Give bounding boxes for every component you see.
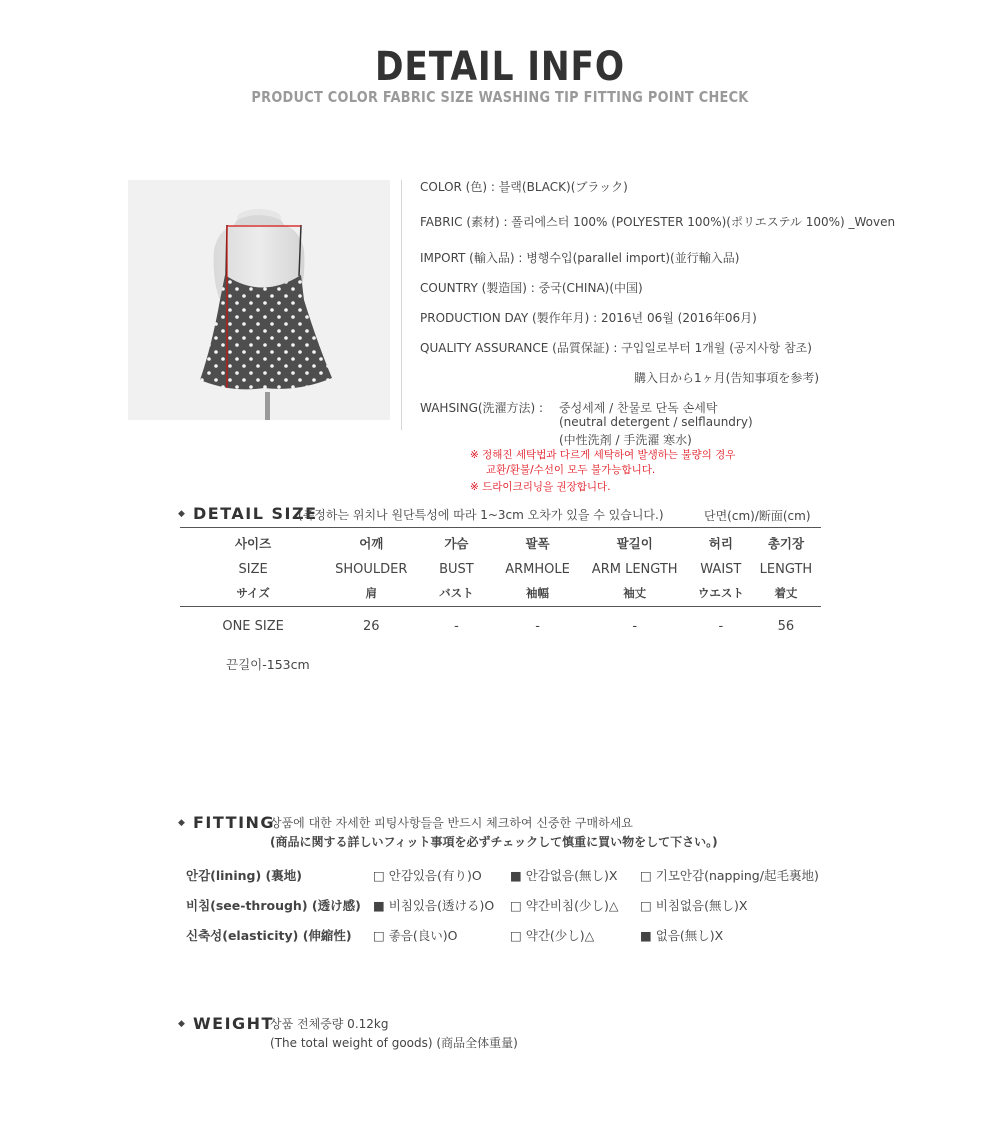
header-cell: 肩 <box>365 585 378 600</box>
weight-line-2: (The total weight of goods) (商品全体重量) <box>270 1036 518 1050</box>
fitting-option: □ 안감있음(有り)O <box>373 868 482 883</box>
armhole-cell: - <box>535 618 540 634</box>
camisole-image <box>128 180 390 420</box>
product-photo <box>128 180 390 420</box>
country-info: COUNTRY (製造国) : 중국(CHINA)(中国) <box>420 281 643 295</box>
fitting-option: ■ 안감없음(無し)X <box>510 868 618 883</box>
waist-cell: - <box>718 618 724 634</box>
weight-heading: WEIGHT <box>193 1014 274 1033</box>
fitting-option: □ 좋음(良い)O <box>373 928 458 943</box>
quality-info-jp: 購入日から1ヶ月(告知事項を参考) <box>634 371 819 385</box>
header-cell: 袖丈 <box>623 585 647 600</box>
washing-line-1: 중성세제 / 찬물로 단독 손세탁 <box>559 401 718 415</box>
header-cell: 着丈 <box>774 585 798 600</box>
header-cell: バスト <box>439 585 474 600</box>
warning-line-2: 교환/환불/수선이 모두 불가능합니다. <box>486 464 656 476</box>
fitting-heading: FITTING <box>193 813 276 832</box>
washing-line-2: (neutral detergent / selflaundry) <box>559 415 753 429</box>
production-info: PRODUCTION DAY (製作年月) : 2016년 06월 (2016年06月) <box>420 311 757 325</box>
divider <box>401 180 402 430</box>
detail-size-heading: DETAIL SIZE <box>193 504 318 523</box>
import-info: IMPORT (輸入品) : 병행수입(parallel import)(並行輸入品) <box>420 251 740 265</box>
header-row-kr <box>180 528 821 558</box>
header-cell: 팔길이 <box>616 536 653 551</box>
page-subtitle: PRODUCT COLOR FABRIC SIZE WASHING TIP FITTING POINT CHECK <box>251 88 749 106</box>
fitting-option: □ 기모안감(napping/起毛裏地) <box>640 868 819 883</box>
header-cell: 袖幅 <box>526 585 550 600</box>
fitting-label-elasticity: 신축성(elasticity) (伸縮性) <box>186 928 352 943</box>
header-row-en <box>180 558 821 580</box>
header-cell: ARM LENGTH <box>591 561 678 577</box>
table-row <box>180 606 821 646</box>
header-cell: 허리 <box>708 536 733 551</box>
fitting-option: □ 비침없음(無し)X <box>640 898 748 913</box>
fitting-label-see-through: 비침(see-through) (透け感) <box>186 898 361 913</box>
header-cell: WAIST <box>700 561 742 577</box>
fitting-option: ■ 없음(無し)X <box>640 928 724 943</box>
washing-line-3: (中性洗剤 / 手洗濯 寒水) <box>559 433 692 447</box>
fitting-desc-2: (商品に関する詳しいフィット事項を必ずチェックして慎重に買い物をして下さい。) <box>270 835 718 849</box>
warning-line-1: ※ 정해진 세탁법과 다르게 세탁하여 발생하는 불량의 경우 <box>470 449 736 461</box>
fitting-option: □ 약간비침(少し)△ <box>510 898 619 913</box>
header-cell: LENGTH <box>759 561 813 577</box>
detail-size-unit: 단면(cm)/断面(cm) <box>704 509 811 523</box>
header-cell: 팔폭 <box>525 536 550 551</box>
quality-info: QUALITY ASSURANCE (品質保証) : 구입일로부터 1개월 (공지사항 참조) <box>420 341 812 355</box>
fitting-desc-1: 상품에 대한 자세한 피팅사항들을 반드시 체크하여 신중한 구매하세요 <box>270 816 633 830</box>
length-cell: 56 <box>777 618 795 634</box>
header-cell: 총기장 <box>767 536 805 551</box>
fitting-label-lining: 안감(lining) (裏地) <box>186 868 302 883</box>
page-title: DETAIL INFO <box>375 44 625 90</box>
warning-line-3: ※ 드라이크리닝을 권장합니다. <box>470 481 611 493</box>
size-cell: ONE SIZE <box>222 618 284 634</box>
header-cell: ウエスト <box>697 585 744 600</box>
strap-length-note: 끈길이-153cm <box>226 657 310 672</box>
header-cell: SIZE <box>238 561 268 577</box>
weight-line-1: 상품 전체중량 0.12kg <box>270 1017 389 1031</box>
header-cell: 가슴 <box>444 536 469 551</box>
arm-length-cell: - <box>632 618 638 634</box>
diamond-bullet-icon: ◆ <box>178 1019 185 1029</box>
header-cell: BUST <box>439 561 474 577</box>
header-cell: 어깨 <box>359 536 384 551</box>
fitting-option: ■ 비침있음(透ける)O <box>373 898 495 913</box>
diamond-bullet-icon: ◆ <box>178 818 185 828</box>
fitting-option: □ 약간(少し)△ <box>510 928 595 943</box>
header-cell: サイズ <box>236 585 270 600</box>
size-table <box>180 528 821 646</box>
header-cell: SHOULDER <box>335 561 408 577</box>
diamond-bullet-icon: ◆ <box>178 509 185 519</box>
bust-cell: - <box>454 618 459 634</box>
header-row-jp <box>180 580 821 606</box>
washing-label: WAHSING(洗濯方法) : <box>420 401 544 415</box>
detail-size-note: (측정하는 위치나 원단특성에 따라 1~3cm 오차가 있을 수 있습니다.) <box>298 508 664 522</box>
fabric-info: FABRIC (素材) : 폴리에스터 100% (POLYESTER 100%)(ポリエステル 100%) _Woven <box>420 215 896 229</box>
color-info: COLOR (色) : 블랙(BLACK)(ブラック) <box>420 180 628 194</box>
header-cell: ARMHOLE <box>505 561 570 577</box>
header-cell: 사이즈 <box>234 536 272 551</box>
shoulder-cell: 26 <box>363 618 380 634</box>
